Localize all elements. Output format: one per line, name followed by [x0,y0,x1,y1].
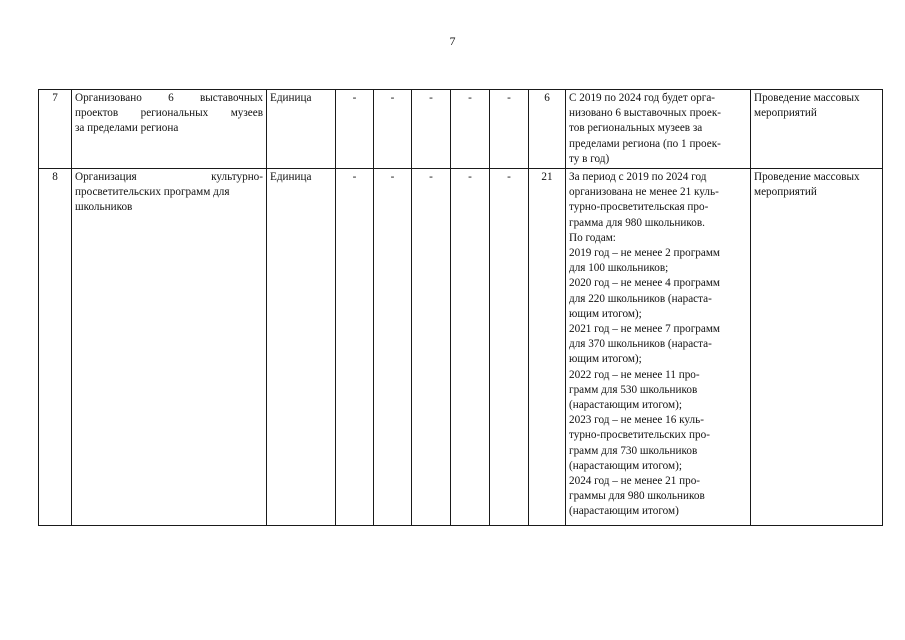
event-line: Проведение массовых [754,92,860,104]
event-line: мероприятий [754,107,817,120]
description-line: ющим итогом); [569,353,642,366]
word: Организовано [75,92,142,104]
year-value-cell: - [374,90,412,169]
row-number: 7 [39,90,72,169]
description-line: низовано 6 выставочных проек- [569,107,722,120]
description-line: для 220 школьников (нараста- [569,292,712,305]
description-line: 2024 год – не менее 21 про- [569,475,701,488]
year-value-cell: - [336,169,374,526]
word: проектов [75,107,119,120]
description-line: для 100 школьников; [569,262,669,275]
word: Организация [75,171,137,184]
description-line: За период с 2019 по 2024 год [569,171,707,184]
description-line: (нарастающим итогом); [569,459,682,472]
year-value-cell: - [451,90,490,169]
description-line: турно-просветительская про- [569,201,709,214]
total-value-cell: 6 [529,90,566,169]
description-line: С 2019 по 2024 год будет орга- [569,92,716,104]
description-line: 2022 год – не менее 11 про- [569,368,700,381]
description-line: граммы для 980 школьников [569,490,705,503]
description-line: (нарастающим итогом); [569,399,682,412]
description-line: (нарастающим итогом) [569,505,679,518]
description-line: 2020 год – не менее 4 программ [569,277,721,290]
description-line: тов региональных музеев за [569,122,703,135]
word: музеев [230,107,263,120]
row-number: 8 [39,169,72,526]
indicator-name-line: просветительских программ для [75,186,230,199]
word: культурно- [211,171,263,184]
indicator-name-line: школьников [75,201,133,214]
word: региональных [140,107,209,120]
indicator-name [72,90,267,169]
year-value-cell: - [374,169,412,526]
description-line: ту в год) [569,152,610,165]
description-line: 2019 год – не менее 2 программ [569,247,721,260]
description-line: По годам: [569,231,616,244]
description-cell [566,169,751,526]
description-cell [566,90,751,169]
indicator-name-line [75,106,263,121]
description-line: грамм для 530 школьников [569,383,698,396]
description-line: 2023 год – не менее 16 куль- [569,414,704,427]
indicator-name-line [75,91,263,106]
word: 6 [168,92,174,104]
description-line: для 370 школьников (нараста- [569,338,712,351]
page-number: 7 [449,34,456,48]
event-cell [751,169,883,526]
event-cell [751,90,883,169]
year-value-cell: - [490,90,529,169]
table-row [39,169,883,526]
event-line: Проведение массовых [754,171,860,184]
description-line: грамма для 980 школьников. [569,216,705,229]
year-value-cell: - [336,90,374,169]
indicator-name [72,169,267,526]
word: выставочных [200,92,263,104]
description-line: ющим итогом); [569,307,642,320]
unit-cell: Единица [267,169,336,526]
total-value-cell: 21 [529,169,566,526]
table-row [39,90,883,169]
description-line: 2021 год – не менее 7 программ [569,323,721,336]
description-line: турно-просветительских про- [569,429,710,442]
year-value-cell: - [412,90,451,169]
indicator-name-line [75,170,263,185]
indicators-table [38,89,883,526]
year-value-cell: - [490,169,529,526]
description-line: организована не менее 21 куль- [569,186,719,199]
description-line: пределами региона (по 1 проек- [569,137,721,150]
year-value-cell: - [451,169,490,526]
unit-cell: Единица [267,90,336,169]
year-value-cell: - [412,169,451,526]
description-line: грамм для 730 школьников [569,444,698,457]
indicator-name-line: за пределами региона [75,122,179,135]
event-line: мероприятий [754,186,817,199]
